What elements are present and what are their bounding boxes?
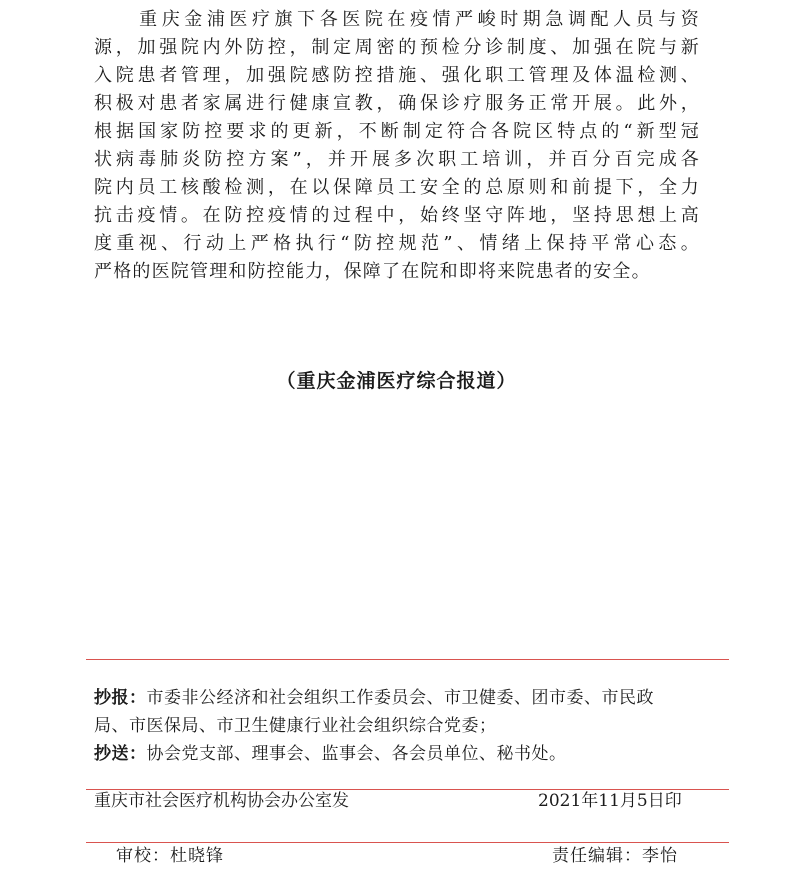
divider-top — [86, 659, 729, 660]
source-credit: （重庆金浦医疗综合报道） — [276, 370, 517, 392]
article-line: 严格的医院管理和防控能力，保障了在院和即将来院患者的安全。 — [94, 261, 651, 282]
article-body — [94, 6, 700, 286]
editor: 责任编辑：李怡 — [552, 846, 678, 866]
distribution-block — [94, 684, 704, 768]
cc-text: 市委非公经济和社会组织工作委员会、市卫健委、团市委、市民政 — [146, 688, 654, 708]
article-line: 源，加强院内外防控，制定周密的预检分诊制度、加强在院与新 — [94, 37, 700, 58]
cc-label: 抄报： — [94, 688, 147, 708]
to-row — [94, 740, 704, 768]
article-line: 院内员工核酸检测，在以保障员工安全的总原则和前提下，全力 — [94, 177, 700, 198]
article-line: 状病毒肺炎防控方案”，并开展多次职工培训，并百分百完成各 — [94, 149, 700, 170]
article-line: 积极对患者家属进行健康宣教，确保诊疗服务正常开展。此外， — [94, 93, 700, 114]
article-line: 根据国家防控要求的更新，不断制定符合各院区特点的“新型冠 — [94, 121, 700, 142]
to-label: 抄送： — [94, 744, 147, 764]
cc-row — [94, 684, 704, 712]
article-line: 抗击疫情。在防控疫情的过程中，始终坚守阵地，坚持思想上高 — [94, 205, 700, 226]
article-line: 度重视、行动上严格执行“防控规范”、情绪上保持平常心态。 — [94, 233, 700, 254]
reviewer: 审校：杜晓锋 — [116, 846, 224, 866]
article-line: 重庆金浦医疗旗下各医院在疫情严峻时期急调配人员与资 — [94, 9, 700, 30]
cc-row-continued: 局、市医保局、市卫生健康行业社会组织综合党委； — [94, 716, 497, 736]
print-date: 2021年11月5日印 — [538, 791, 682, 811]
issuer: 重庆市社会医疗机构协会办公室发 — [94, 791, 349, 811]
to-text: 协会党支部、理事会、监事会、各会员单位、秘书处。 — [146, 744, 567, 764]
article-line: 入院患者管理，加强院感防控措施、强化职工管理及体温检测、 — [94, 65, 700, 86]
